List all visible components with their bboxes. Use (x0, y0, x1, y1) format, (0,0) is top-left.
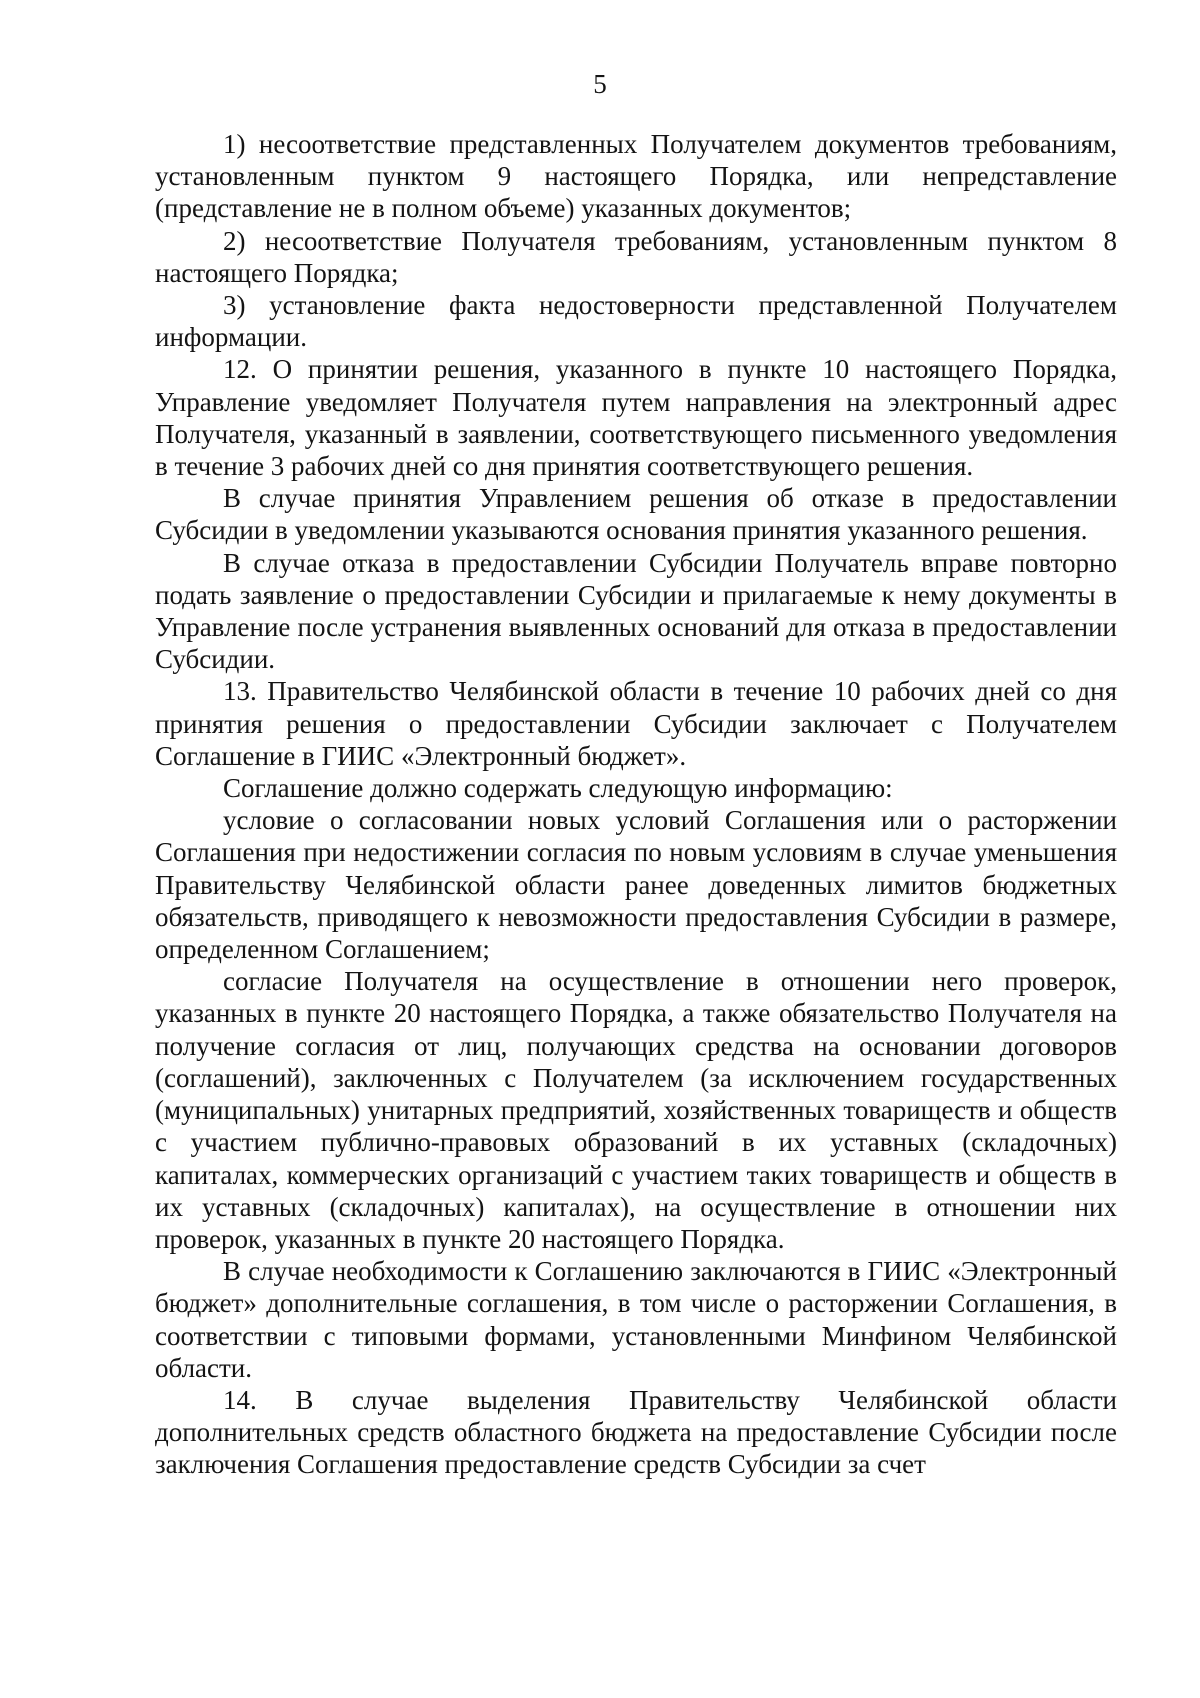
document-body (155, 128, 1117, 1481)
paragraph-section-13: 13. Правительство Челябинской области в течение 10 рабочих дней со дня принятия решения о предоставлении Субсидии заключает с Получателем Соглашение в ГИИС «Электронный бюджет». (155, 676, 1117, 771)
paragraph-clause-3: 3) установление факта недостоверности представленной Получателем информации. (155, 290, 1117, 353)
paragraph-recipient-consent: согласие Получателя на осуществление в отношении него проверок, указанных в пункте 20 настоящего Порядка, а также обязательство Получателя на получение согласия от лиц, получающих средства на основании договоров (соглашений), заключенных с Получателем (за исключением государственных (муниципальных) унитарных предприятий, хозяйственных товариществ и обществ с участием публично-правовых образований в их уставных (складочных) капиталах, коммерческих организаций с участием таких товариществ и обществ в их уставных (складочных) капиталах), на осуществление в отношении них проверок, указанных в пункте 20 настоящего Порядка. (155, 966, 1117, 1254)
paragraph-clause-2: 2) несоответствие Получателя требованиям, установленным пунктом 8 настоящего Порядка; (155, 225, 1117, 288)
paragraph-additional-agreements: В случае необходимости к Соглашению заключаются в ГИИС «Электронный бюджет» дополнительные соглашения, в том числе о расторжении Соглашения, в соответствии с типовыми формами, установленными Минфином Челябинской области. (155, 1256, 1117, 1383)
paragraph-clause-1: 1) несоответствие представленных Получателем документов требованиям, установленным пунктом 9 настоящего Порядка, или непредставление (представление не в полном объеме) указанных документов; (155, 129, 1117, 224)
paragraph-section-14: 14. В случае выделения Правительству Челябинской области дополнительных средств областного бюджета на предоставление Субсидии после заключения Соглашения предоставление средств Субсидии за счет (155, 1384, 1117, 1480)
paragraph-section-12: 12. О принятии решения, указанного в пункте 10 настоящего Порядка, Управление уведомляет Получателя путем направления на электронный адрес Получателя, указанный в заявлении, соответствующего письменного уведомления в течение 3 рабочих дней со дня принятия соответствующего решения. (155, 354, 1117, 482)
paragraph-refusal-notice: В случае принятия Управлением решения об отказе в предоставлении Субсидии в уведомлении указываются основания принятия указанного решения. (155, 483, 1117, 546)
paragraph-agreement-content: Соглашение должно содержать следующую информацию: (223, 773, 893, 804)
page-number: 5 (593, 69, 607, 99)
paragraph-agreement-condition: условие о согласовании новых условий Соглашения или о расторжении Соглашения при недостижении согласия по новым условиям в случае уменьшения Правительству Челябинской области ранее доведенных лимитов бюджетных обязательств, приводящего к невозможности предоставления Субсидии в размере, определенном Соглашением; (155, 805, 1117, 965)
paragraph-resubmission: В случае отказа в предоставлении Субсидии Получатель вправе повторно подать заявление о предоставлении Субсидии и прилагаемые к нему документы в Управление после устранения выявленных оснований для отказа в предоставлении Субсидии. (155, 547, 1117, 675)
